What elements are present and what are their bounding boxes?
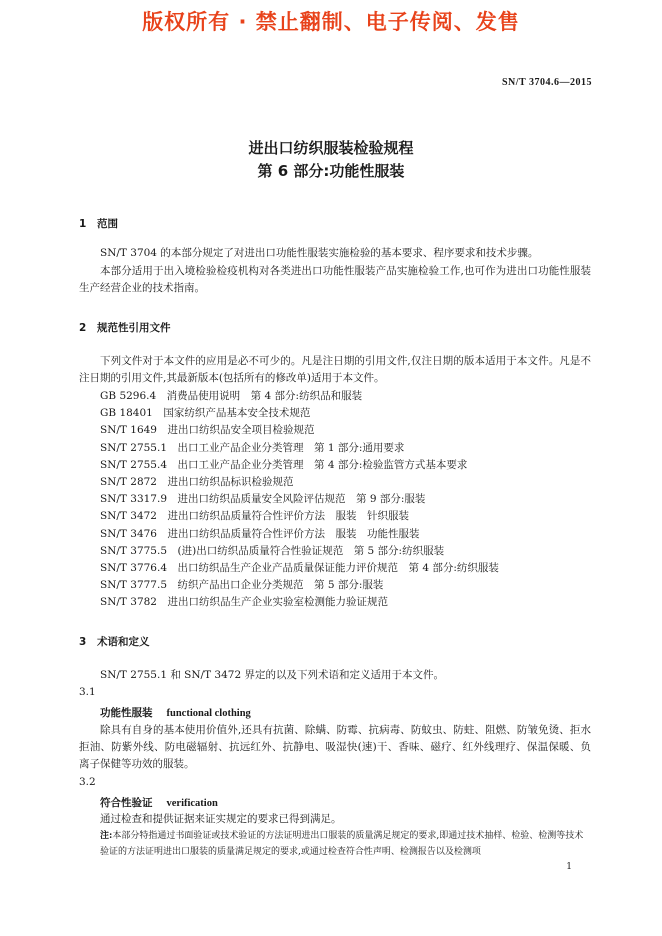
term-heading (100, 705, 251, 720)
document-title: 进出口纺织服装检验规程 (248, 139, 414, 157)
term-chinese: 符合性验证 (100, 797, 153, 809)
reference-item: GB 18401 国家纺织产品基本安全技术规范 (100, 407, 311, 420)
reference-item: GB 5296.4 消费品使用说明 第 4 部分:纺织品和服装 (100, 390, 363, 402)
section-title: 术语和定义 (97, 636, 150, 648)
page-number: 1 (566, 862, 572, 872)
term-definition: 除具有自身的基本使用价值外,还具有抗菌、除螨、防霉、抗病毒、防蚊虫、防蛀、阻燃、防皱免烫、拒水拒油、防紫外线、防电磁辐射、抗远红外、抗静电、吸湿快(速)干、香味、磁疗、红外线理疗、保温保暖、负离子保健等功效的服装。 (79, 724, 591, 770)
section-title: 范围 (97, 218, 118, 230)
reference-item: SN/T 3317.9 进出口纺织品质量安全风险评估规范 第 9 部分:服装 (100, 493, 426, 506)
reference-item: SN/T 3777.5 纺织产品出口企业分类规范 第 5 部分:服装 (100, 579, 384, 592)
reference-item: SN/T 2755.1 出口工业产品企业分类管理 第 1 部分:通用要求 (100, 441, 405, 454)
reference-item: SN/T 2872 进出口纺织品标识检验规范 (100, 476, 294, 488)
reference-item: SN/T 1649 进出口纺织品安全项目检验规范 (100, 424, 315, 437)
reference-item: SN/T 3775.5 (进)出口纺织品质量符合性验证规范 第 5 部分:纺织服装 (100, 544, 445, 557)
reference-item: SN/T 3776.4 出口纺织品生产企业产品质量保证能力评价规范 第 4 部分:纺织服装 (100, 562, 499, 574)
scope-paragraph-1: SN/T 3704 的本部分规定了对进出口功能性服装实施检验的基本要求、程序要求和技术步骤。 (100, 247, 539, 259)
scope-paragraph-2: 本部分适用于出入境检验检疫机构对各类进出口功能性服装产品实施检验工作,也可作为进出口功能性服装生产经营企业的技术指南。 (79, 265, 591, 294)
term-english: functional clothing (166, 708, 251, 719)
references-intro: 下列文件对于本文件的应用是必不可少的。凡是注日期的引用文件,仅注日期的版本适用于本文件。凡是不注日期的引用文件,其最新版本(包括所有的修改单)适用于本文件。 (79, 355, 591, 384)
section-2-heading (79, 320, 171, 335)
term-english: verification (166, 798, 218, 809)
term-definition: 通过检查和提供证据来证实规定的要求已得到满足。 (100, 813, 342, 825)
note (100, 828, 592, 860)
term-number: 3.1 (79, 686, 96, 698)
section-3-heading (79, 634, 150, 649)
section-number: 3 (79, 636, 87, 648)
term-chinese: 功能性服装 (100, 707, 153, 719)
section-1-heading (79, 216, 118, 231)
document-number: SN/T 3704.6—2015 (501, 77, 592, 88)
section-number: 1 (79, 218, 87, 230)
section-number: 2 (79, 322, 87, 334)
watermark: 版权所有 · 禁止翻制、电子传阅、发售 (142, 10, 520, 34)
terms-intro: SN/T 2755.1 和 SN/T 3472 界定的以及下列术语和定义适用于本文件。 (100, 669, 444, 681)
term-number: 3.2 (79, 776, 96, 788)
reference-item: SN/T 3476 进出口纺织品质量符合性评价方法 服装 功能性服装 (100, 527, 420, 540)
section-title: 规范性引用文件 (97, 322, 171, 334)
note-text: 本部分特指通过书面验证或技术验证的方法证明进出口服装的质量满足规定的要求,即通过技术抽样、检验、检测等技术验证的方法证明进出口服装的质量满足规定的要求,或通过检查符合性声明、检测报告以及检测项 (100, 831, 584, 857)
document-subtitle: 第 6 部分:功能性服装 (257, 162, 405, 180)
reference-item: SN/T 2755.4 出口工业产品企业分类管理 第 4 部分:检验监管方式基本要求 (100, 458, 468, 471)
reference-item: SN/T 3782 进出口纺织品生产企业实验室检测能力验证规范 (100, 596, 388, 609)
term-heading (100, 795, 218, 810)
note-label: 注: (100, 831, 113, 841)
reference-item: SN/T 3472 进出口纺织品质量符合性评价方法 服装 针织服装 (100, 510, 409, 523)
